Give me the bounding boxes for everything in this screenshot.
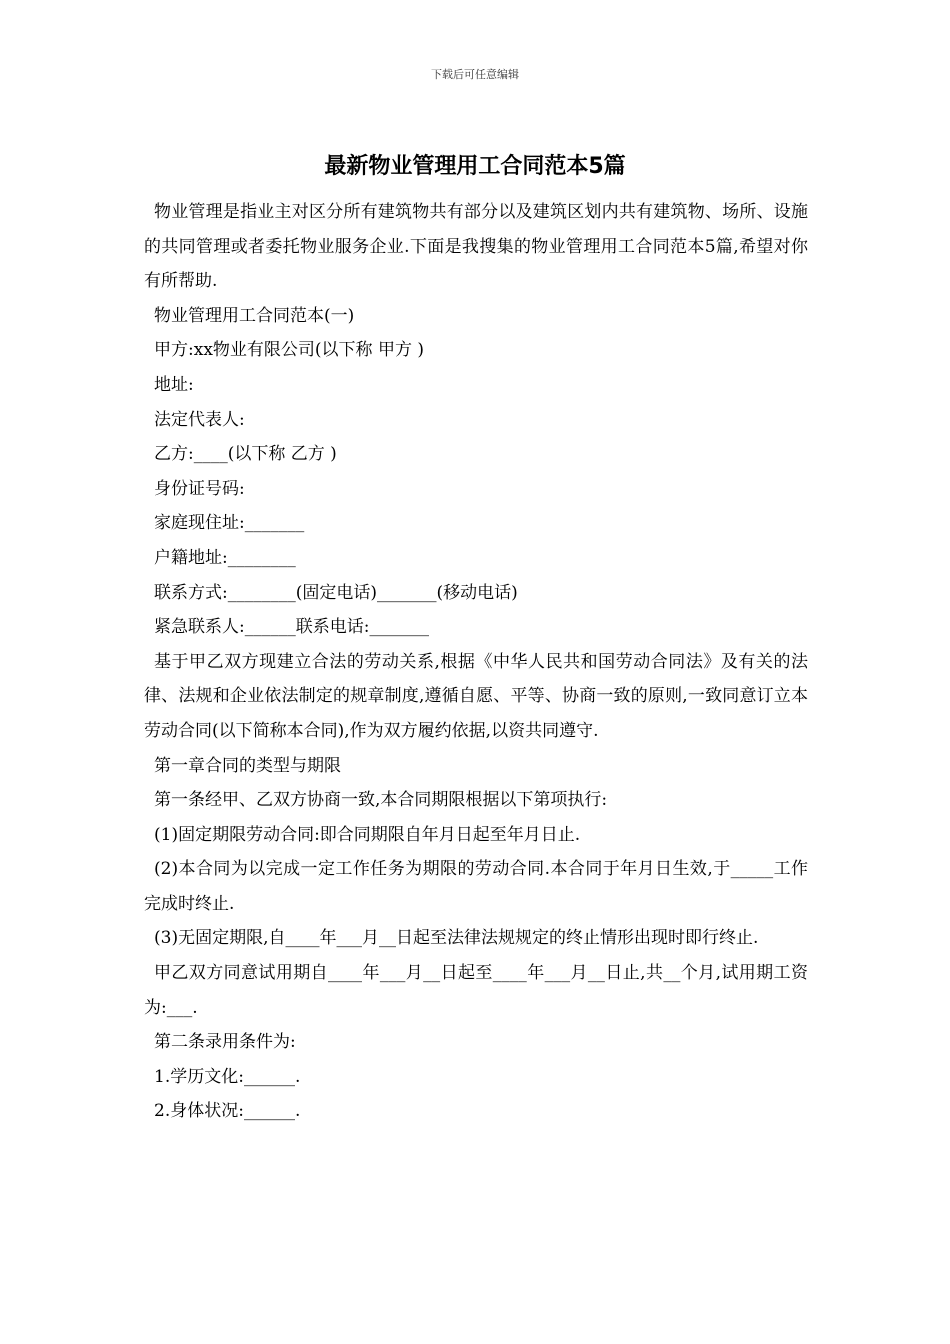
paragraph-intro: 物业管理是指业主对区分所有建筑物共有部分以及建筑区划内共有建筑物、场所、设施的共同管理或者委托物业服务企业.下面是我搜集的物业管理用工合同范本5篇,希望对你有所帮助. xyxy=(144,202,808,292)
paragraph-chapter-one: 第一章合同的类型与期限 xyxy=(154,755,341,776)
paragraph-education: 1.学历文化:______. xyxy=(154,1066,301,1087)
paragraph-item-3: (3)无固定期限,自____年___月__日起至法律法规规定的终止情形出现时即行终止. xyxy=(154,928,759,949)
paragraph-id-number: 身份证号码: xyxy=(154,478,245,499)
header-note: 下载后可任意编辑 xyxy=(431,68,519,81)
paragraph-address: 地址: xyxy=(154,374,194,395)
paragraph-household-address: 户籍地址:________ xyxy=(154,547,296,568)
document-body xyxy=(144,195,808,1129)
paragraph-article-one: 第一条经甲、乙双方协商一致,本合同期限根据以下第项执行: xyxy=(154,790,608,811)
paragraph-probation: 甲乙双方同意试用期自____年___月__日起至____年___月__日止,共__个月,试用期工资为:___. xyxy=(144,963,808,1018)
paragraph-contact: 联系方式:________(固定电话)_______(移动电话) xyxy=(154,582,518,603)
paragraph-health: 2.身体状况:______. xyxy=(154,1101,301,1122)
paragraph-legal-rep: 法定代表人: xyxy=(154,409,245,430)
paragraph-article-two: 第二条录用条件为: xyxy=(154,1032,296,1053)
paragraph-emergency-contact: 紧急联系人:______联系电话:_______ xyxy=(154,617,429,638)
paragraph-item-1: (1)固定期限劳动合同:即合同期限自年月日起至年月日止. xyxy=(154,824,581,845)
document-title: 最新物业管理用工合同范本5篇 xyxy=(324,154,626,179)
paragraph-party-a: 甲方:xx物业有限公司(以下称 甲方 ) xyxy=(154,340,424,361)
paragraph-home-address: 家庭现住址:_______ xyxy=(154,513,305,534)
paragraph-party-b: 乙方:____(以下称 乙方 ) xyxy=(154,444,337,465)
paragraph-item-2: (2)本合同为以完成一定工作任务为期限的劳动合同.本合同于年月日生效,于_____工作完成时终止. xyxy=(144,859,808,914)
paragraph-contract-heading: 物业管理用工合同范本(一) xyxy=(154,305,355,326)
paragraph-basis: 基于甲乙双方现建立合法的劳动关系,根据《中华人民共和国劳动合同法》及有关的法律、法规和企业依法制定的规章制度,遵循自愿、平等、协商一致的原则,一致同意订立本劳动合同(以下简称本合同),作为双方履约依据,以资共同遵守. xyxy=(144,651,808,741)
